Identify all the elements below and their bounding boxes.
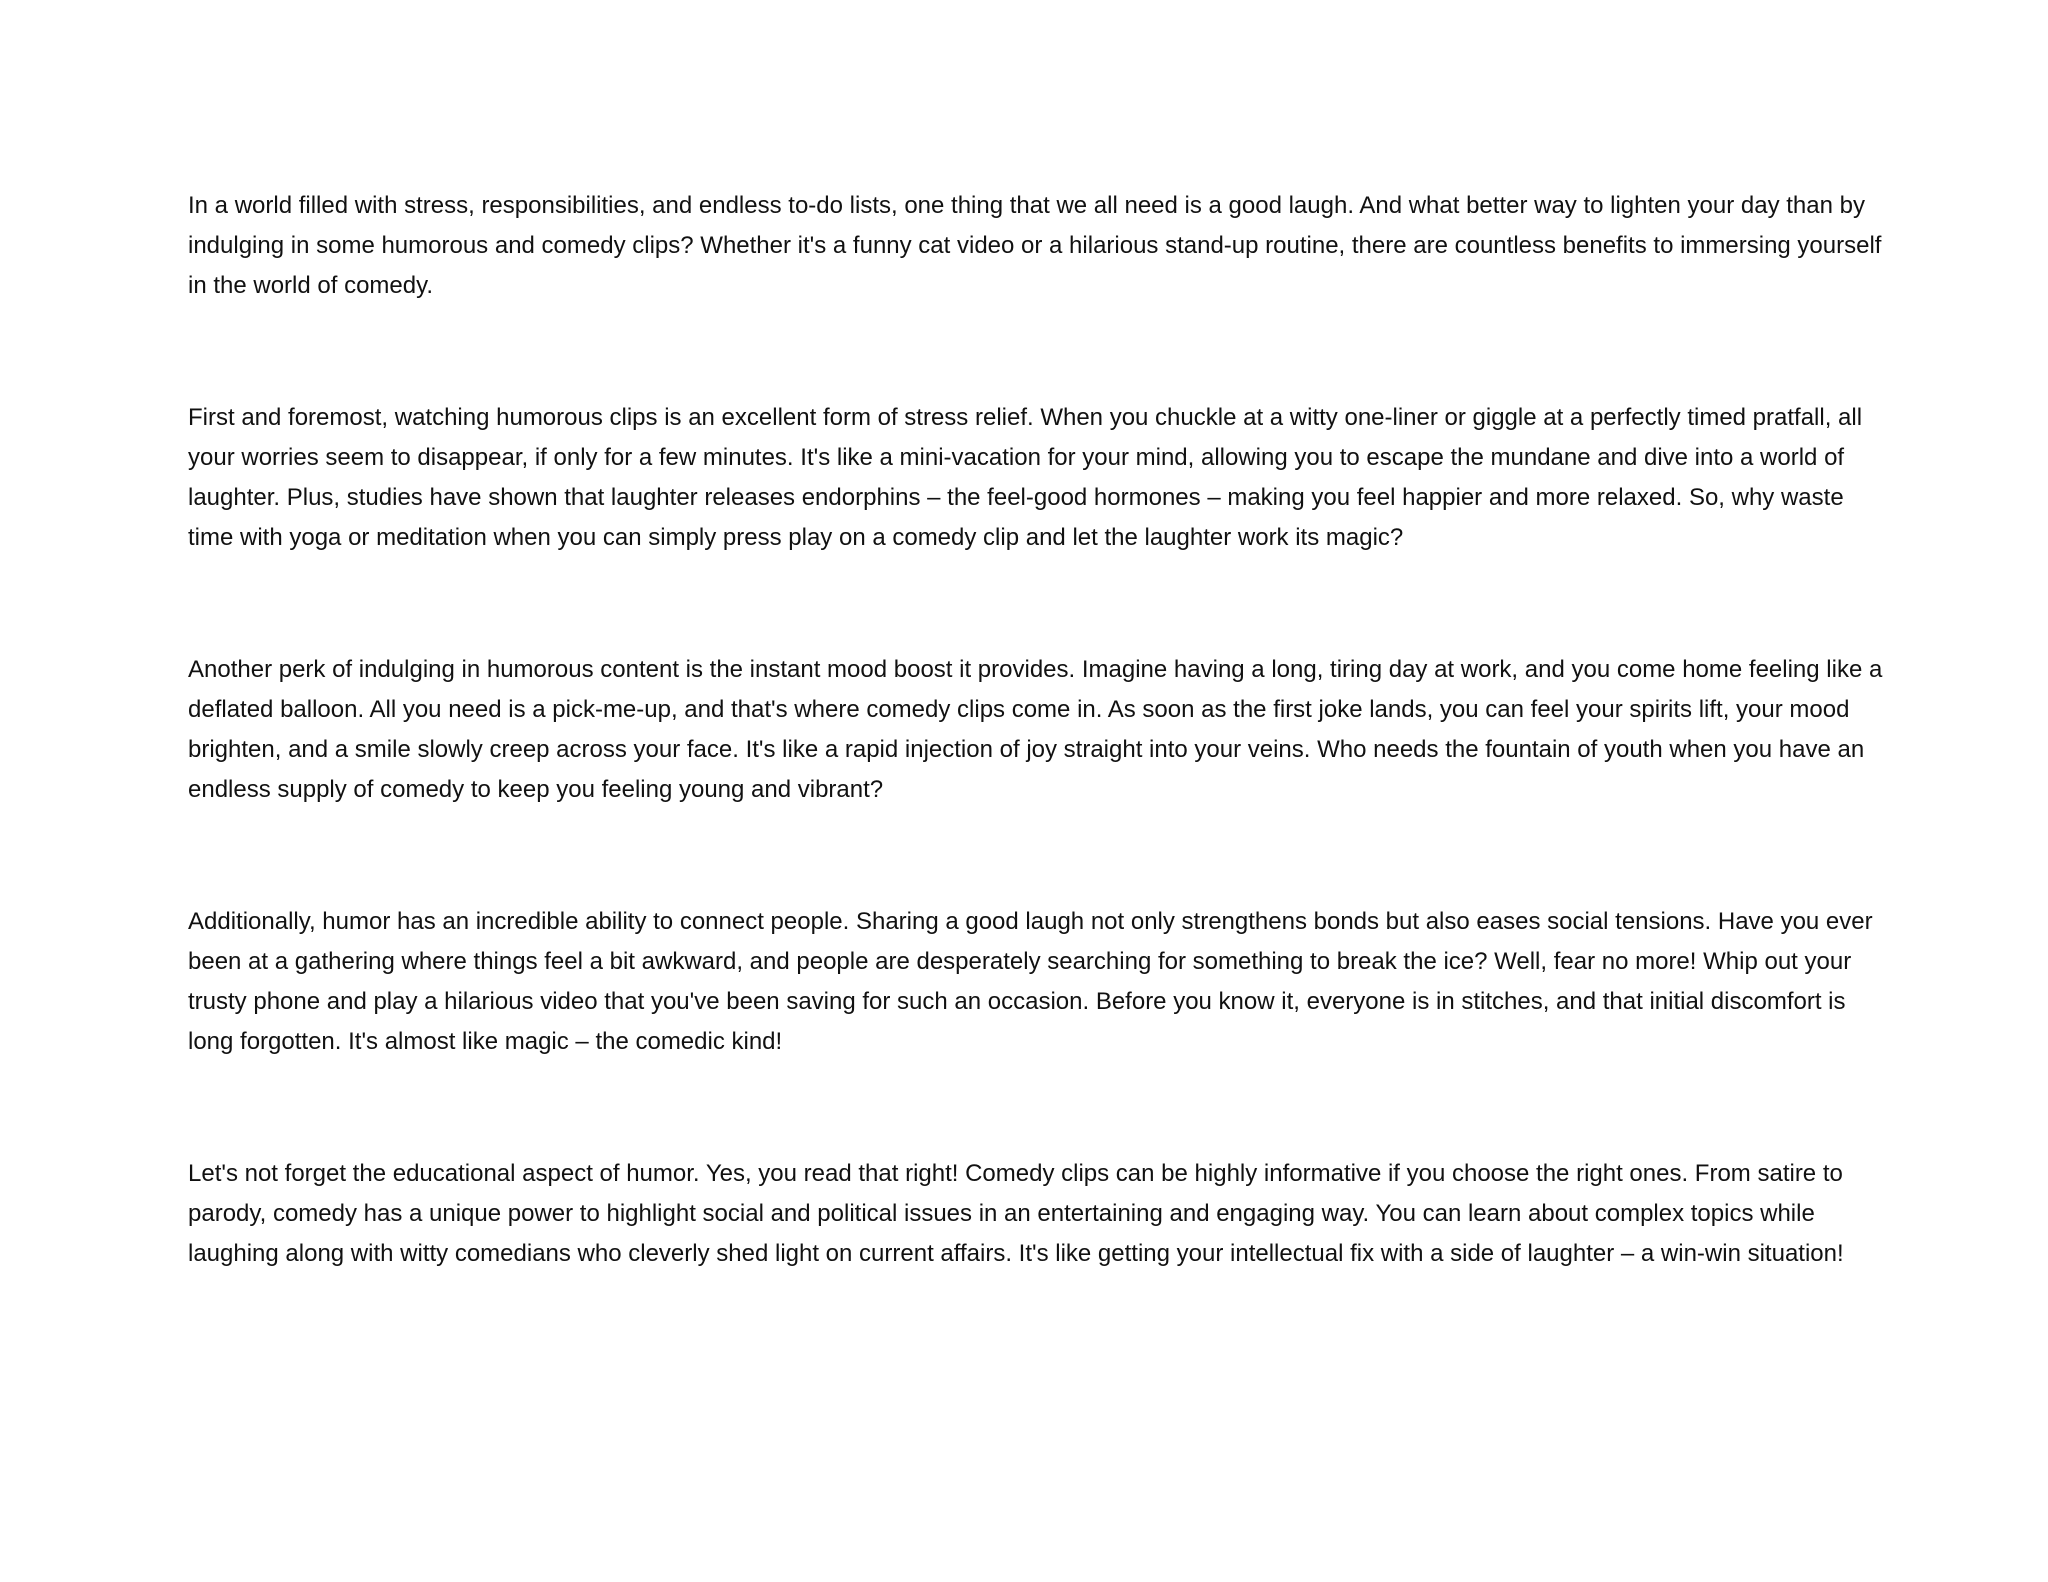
paragraph-2: First and foremost, watching humorous clips is an excellent form of stress relief. When you chuckle at a witty one-liner or giggle at a perfectly timed pratfall, all your worries seem to disappear, if only for a few minutes. It's like a mini-vacation for your mind, allowing you to escape the mundane and dive into a world of laughter. Plus, studies have shown that laughter releases endorphins – the feel-good hormones – making you feel happier and more relaxed. So, why waste time with yoga or meditation when you can simply press play on a comedy clip and let the laughter work its magic? [188, 404, 1863, 551]
paragraph-1: In a world filled with stress, responsibilities, and endless to-do lists, one thing that we all need is a good laugh. And what better way to lighten your day than by indulging in some humorous and comedy clips? Whether it's a funny cat video or a hilarious stand-up routine, there are countless benefits to immersing yourself in the world of comedy. [188, 192, 1882, 299]
paragraph-4: Additionally, humor has an incredible ability to connect people. Sharing a good laugh not only strengthens bonds but also eases social tensions. Have you ever been at a gathering where things feel a bit awkward, and people are desperately searching for something to break the ice? Well, fear no more! Whip out your trusty phone and play a hilarious video that you've been saving for such an occasion. Before you know it, everyone is in stitches, and that initial discomfort is long forgotten. It's almost like magic – the comedic kind! [188, 908, 1873, 1055]
paragraph-5: Let's not forget the educational aspect of humor. Yes, you read that right! Comedy clips can be highly informative if you choose the right ones. From satire to parody, comedy has a unique power to highlight social and political issues in an entertaining and engaging way. You can learn about complex topics while laughing along with witty comedians who cleverly shed light on current affairs. It's like getting your intellectual fix with a side of laughter – a win-win situation! [188, 1160, 1844, 1267]
document-body [188, 186, 1888, 1274]
paragraph-3: Another perk of indulging in humorous content is the instant mood boost it provides. Imagine having a long, tiring day at work, and you come home feeling like a deflated balloon. All you need is a pick-me-up, and that's where comedy clips come in. As soon as the first joke lands, you can feel your spirits lift, your mood brighten, and a smile slowly creep across your face. It's like a rapid injection of joy straight into your veins. Who needs the fountain of youth when you have an endless supply of comedy to keep you feeling young and vibrant? [188, 656, 1883, 803]
